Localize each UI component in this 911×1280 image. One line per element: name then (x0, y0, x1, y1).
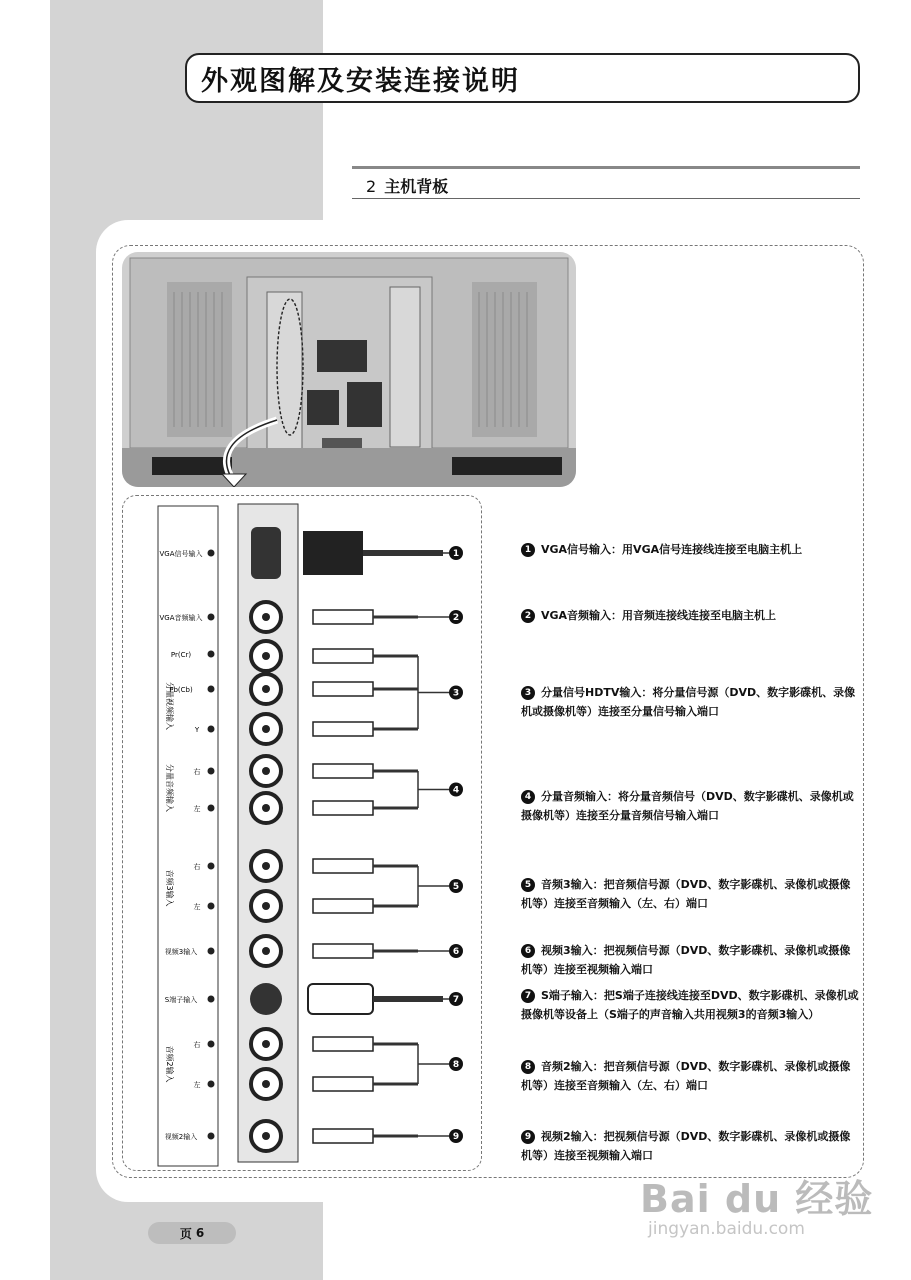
rca-jack-pin (262, 947, 270, 955)
rca-jack-pin (262, 767, 270, 775)
label-dot (208, 948, 215, 955)
panel-label: 右 (193, 768, 201, 776)
panel-label: VGA信号输入 (159, 550, 203, 558)
panel-label: VGA音频输入 (159, 614, 203, 622)
marker-number: 8 (452, 1060, 460, 1070)
panel-label-vertical: 音频2输入 (165, 1045, 174, 1083)
callout-number: 6 (521, 944, 535, 958)
rca-jack-pin (262, 1040, 270, 1048)
rca-plug (313, 859, 373, 873)
watermark-brand: Bai du 经验 (640, 1177, 874, 1221)
tv-back-photo (122, 252, 576, 487)
page-title-box (185, 53, 860, 103)
marker-number: 7 (452, 995, 460, 1005)
rca-plug (313, 801, 373, 815)
callout-text: 音频3输入：把音频信号源（DVD、数字影碟机、录像机或摄像机等）连接至音频输入（左、右）端口 (521, 878, 851, 910)
label-dot (208, 686, 215, 693)
panel-label: 左 (193, 805, 201, 813)
marker-number: 6 (452, 947, 460, 957)
callout-number: 5 (521, 878, 535, 892)
s-video-port (250, 983, 282, 1015)
callout-item (521, 986, 861, 1024)
section-heading (366, 174, 448, 197)
section-number: 2 (366, 177, 377, 196)
rca-jack-pin (262, 902, 270, 910)
callout-text: VGA信号输入：用VGA信号连接线连接至电脑主机上 (541, 543, 803, 556)
callout-text: 视频2输入：把视频信号源（DVD、数字影碟机、录像机或摄像机等）连接至视频输入端口 (521, 1130, 851, 1162)
page-number: 6 (195, 1226, 205, 1240)
page-label: 页 (179, 1226, 192, 1241)
panel-label-vertical: 分量视频输入 (165, 682, 174, 730)
rca-jack-pin (262, 1132, 270, 1140)
marker-number: 2 (452, 613, 460, 623)
rca-jack-pin (262, 862, 270, 870)
rca-jack-pin (262, 1080, 270, 1088)
watermark-url: jingyan.baidu.com (648, 1219, 805, 1239)
rca-jack-pin (262, 652, 270, 660)
panel-label: Pb(Cb) (169, 686, 193, 694)
callout-text: 分量音频输入：将分量音频信号（DVD、数字影碟机、录像机或摄像机等）连接至分量音频信号输入端口 (521, 790, 854, 822)
label-dot (208, 614, 215, 621)
label-dot (208, 996, 215, 1003)
s-video-plug (308, 984, 373, 1014)
page-title: 外观图解及安装连接说明 (201, 65, 520, 97)
label-dot (208, 863, 215, 870)
callout-number: 4 (521, 790, 535, 804)
marker-number: 5 (452, 882, 460, 892)
rca-plug (313, 1037, 373, 1051)
callout-item (521, 606, 861, 625)
callout-item (521, 540, 861, 559)
marker-number: 3 (452, 688, 460, 699)
callout-item (521, 1057, 861, 1095)
callout-item (521, 875, 861, 913)
callout-number: 2 (521, 609, 535, 623)
rca-plug (313, 610, 373, 624)
vga-port (251, 527, 281, 579)
marker-number: 9 (452, 1132, 460, 1142)
watermark (640, 1168, 873, 1239)
label-dot (208, 651, 215, 658)
callout-text: S端子输入：把S端子连接线连接至DVD、数字影碟机、录像机或摄像机等设备上（S端子的声音输入共用视频3的音频3输入） (521, 989, 859, 1021)
panel-label: 左 (193, 903, 201, 911)
rca-plug (313, 944, 373, 958)
connector-panel-inset (122, 495, 482, 1171)
rca-plug (313, 764, 373, 778)
callout-text: VGA音频输入：用音频连接线连接至电脑主机上 (541, 609, 777, 622)
panel-label: Y (194, 726, 200, 734)
marker-number: 4 (452, 785, 460, 796)
label-dot (208, 1041, 215, 1048)
callout-item (521, 1127, 861, 1165)
callout-item (521, 787, 861, 825)
rca-plug (313, 649, 373, 663)
panel-label-vertical: 分量音频输入 (165, 764, 174, 812)
page-number-badge (148, 1222, 236, 1244)
panel-label: Pr(Cr) (170, 651, 192, 659)
callout-number: 3 (521, 686, 535, 700)
rca-plug (313, 1077, 373, 1091)
callout-text: 分量信号HDTV输入：将分量信号源（DVD、数字影碟机、录像机或摄像机等）连接至分量信号输入端口 (521, 686, 856, 718)
rca-plug (313, 1129, 373, 1143)
section-rule-top (352, 166, 860, 169)
label-dot (208, 726, 215, 733)
label-dot (208, 768, 215, 775)
callout-item (521, 941, 861, 979)
marker-number: 1 (452, 549, 460, 559)
label-dot (208, 1133, 215, 1140)
panel-label: 右 (193, 863, 201, 871)
callout-text: 视频3输入：把视频信号源（DVD、数字影碟机、录像机或摄像机等）连接至视频输入端口 (521, 944, 851, 976)
vga-plug (303, 531, 363, 575)
rca-plug (313, 722, 373, 736)
callout-text: 音频2输入：把音频信号源（DVD、数字影碟机、录像机或摄像机等）连接至音频输入（左、右）端口 (521, 1060, 851, 1092)
rca-jack-pin (262, 725, 270, 733)
callout-number: 7 (521, 989, 535, 1003)
section-title: 主机背板 (384, 177, 449, 196)
panel-label: S端子输入 (164, 996, 198, 1004)
section-rule-bottom (352, 198, 860, 199)
rca-plug (313, 899, 373, 913)
callout-number: 1 (521, 543, 535, 557)
rca-jack-pin (262, 613, 270, 621)
label-dot (208, 903, 215, 910)
callout-number: 8 (521, 1060, 535, 1074)
callout-item (521, 683, 861, 721)
label-dot (208, 1081, 215, 1088)
panel-label-vertical: 音频3输入 (165, 869, 174, 907)
label-dot (208, 805, 215, 812)
label-dot (208, 550, 215, 557)
panel-label: 右 (193, 1041, 201, 1049)
panel-label: 视频2输入 (164, 1133, 198, 1141)
rca-plug (313, 682, 373, 696)
panel-label: 左 (193, 1081, 201, 1089)
rca-jack-pin (262, 804, 270, 812)
panel-label: 视频3输入 (164, 948, 198, 956)
rca-jack-pin (262, 685, 270, 693)
callout-number: 9 (521, 1130, 535, 1144)
